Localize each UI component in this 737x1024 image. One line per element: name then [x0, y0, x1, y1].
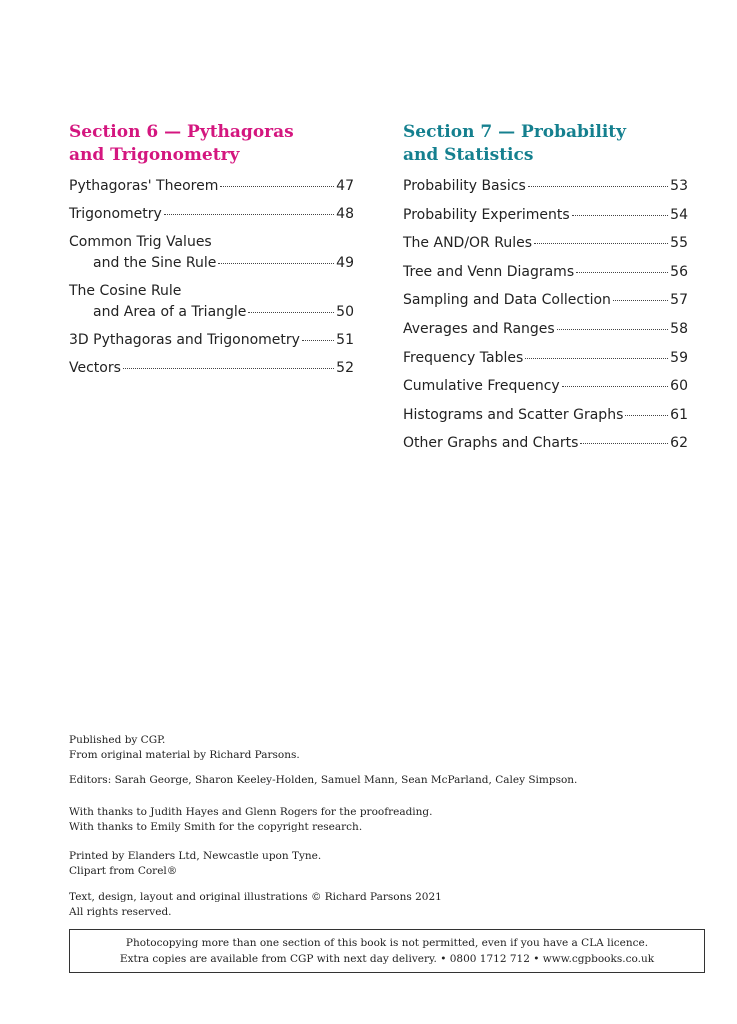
toc-label-continued: and Area of a Triangle — [93, 304, 247, 320]
toc-item-histograms-scatter-graphs[interactable] — [403, 405, 688, 426]
toc-label: Cumulative Frequency — [403, 378, 560, 395]
toc-label: Tree and Venn Diagrams — [403, 263, 575, 280]
dot-leader — [123, 368, 334, 369]
toc-page-number: 52 — [336, 360, 354, 376]
toc-page-number: 56 — [670, 263, 688, 280]
dot-leader — [302, 340, 334, 341]
toc-label: Averages and Ranges — [403, 320, 555, 337]
toc-label: Vectors — [69, 360, 121, 376]
dot-leader — [625, 415, 668, 416]
dot-leader — [220, 186, 334, 187]
toc-item-and-or-rules[interactable] — [403, 233, 688, 254]
toc-page-number: 50 — [336, 304, 354, 320]
toc-page-number: 53 — [670, 178, 688, 194]
section-6-list — [69, 176, 354, 379]
dot-leader — [218, 263, 334, 264]
section-6-title-line1: Section 6 — Pythagoras — [69, 122, 294, 142]
section-6-toc — [69, 121, 354, 386]
thanks-proofreading: With thanks to Judith Hayes and Glenn Rogers for the proofreading. — [69, 806, 433, 818]
toc-item-trigonometry[interactable] — [69, 204, 354, 225]
toc-page-number: 49 — [336, 255, 354, 271]
toc-page-number: 55 — [670, 235, 688, 252]
toc-label: 3D Pythagoras and Trigonometry — [69, 332, 300, 348]
toc-item-probability-basics[interactable] — [403, 176, 688, 197]
copyright-info — [69, 890, 689, 920]
section-7-title-line2: and Statistics — [403, 145, 534, 165]
dot-leader — [613, 300, 668, 301]
toc-label: Other Graphs and Charts — [403, 435, 579, 452]
toc-item-frequency-tables[interactable] — [403, 348, 688, 369]
toc-item-sampling-data-collection[interactable] — [403, 290, 688, 311]
dot-leader — [557, 329, 668, 330]
dot-leader — [164, 214, 334, 215]
toc-item-cosine-rule[interactable] — [69, 281, 354, 323]
toc-label: Sampling and Data Collection — [403, 292, 611, 309]
thanks-copyright: With thanks to Emily Smith for the copyright research. — [69, 821, 363, 833]
toc-page-number: 51 — [336, 332, 354, 348]
toc-item-common-trig-values[interactable] — [69, 232, 354, 274]
section-6-title — [69, 121, 354, 167]
toc-page-number: 57 — [670, 292, 688, 309]
toc-page-number: 59 — [670, 349, 688, 366]
dot-leader — [528, 186, 668, 187]
toc-page-number: 62 — [670, 435, 688, 452]
rights-reserved: All rights reserved. — [69, 906, 172, 918]
toc-item-3d-pythagoras[interactable] — [69, 330, 354, 351]
toc-item-cumulative-frequency[interactable] — [403, 376, 688, 397]
toc-item-probability-experiments[interactable] — [403, 205, 688, 226]
toc-label-continued: and the Sine Rule — [93, 255, 217, 271]
toc-page-number: 60 — [670, 378, 688, 395]
toc-item-vectors[interactable] — [69, 358, 354, 379]
dot-leader — [534, 243, 668, 244]
dot-leader — [576, 272, 668, 273]
toc-label: Frequency Tables — [403, 349, 524, 366]
editors: Editors: Sarah George, Sharon Keeley-Holden, Samuel Mann, Sean McParland, Caley Simpson. — [69, 774, 578, 786]
printed-by: Printed by Elanders Ltd, Newcastle upon Tyne. — [69, 850, 322, 862]
toc-page-number: 54 — [670, 206, 688, 223]
toc-item-pythagoras-theorem[interactable] — [69, 176, 354, 197]
thanks-info — [69, 805, 689, 835]
section-7-title-line1: Section 7 — Probability — [403, 122, 627, 142]
clipart-credit: Clipart from Corel® — [69, 865, 178, 877]
toc-label: Probability Experiments — [403, 206, 570, 223]
section-6-title-line2: and Trigonometry — [69, 145, 240, 165]
section-7-title — [403, 121, 688, 167]
toc-label: Histograms and Scatter Graphs — [403, 406, 624, 423]
section-7-list — [403, 176, 688, 454]
toc-item-averages-ranges[interactable] — [403, 319, 688, 340]
photocopy-notice-box — [69, 929, 705, 973]
toc-page-number: 61 — [670, 406, 688, 423]
extra-copies-notice: Extra copies are available from CGP with next day delivery. • 0800 1712 712 • www.cgpbooks.co.uk — [119, 953, 655, 965]
toc-label: The Cosine Rule — [69, 283, 182, 299]
dot-leader — [562, 386, 668, 387]
original-material: From original material by Richard Parsons. — [69, 749, 300, 761]
printer-info — [69, 849, 689, 879]
toc-item-other-graphs-charts[interactable] — [403, 433, 688, 454]
photocopy-notice: Photocopying more than one section of this book is not permitted, even if you have a CLA licence. — [125, 937, 649, 949]
toc-label: Pythagoras' Theorem — [69, 178, 219, 194]
toc-label: Common Trig Values — [69, 234, 212, 250]
toc-page-number: 47 — [336, 178, 354, 194]
published-by: Published by CGP. — [69, 734, 166, 746]
toc-page-number: 48 — [336, 206, 354, 222]
dot-leader — [525, 358, 668, 359]
dot-leader — [572, 215, 669, 216]
toc-item-tree-venn-diagrams[interactable] — [403, 262, 688, 283]
toc-label: Probability Basics — [403, 178, 526, 194]
toc-label: Trigonometry — [69, 206, 162, 222]
publication-credits — [69, 733, 689, 930]
toc-page-number: 58 — [670, 320, 688, 337]
copyright-line: Text, design, layout and original illustrations © Richard Parsons 2021 — [69, 891, 442, 903]
dot-leader — [248, 312, 334, 313]
toc-label: The AND/OR Rules — [403, 235, 533, 252]
dot-leader — [580, 443, 668, 444]
publisher-info — [69, 733, 689, 763]
editors-info — [69, 773, 689, 788]
section-7-toc — [403, 121, 688, 462]
